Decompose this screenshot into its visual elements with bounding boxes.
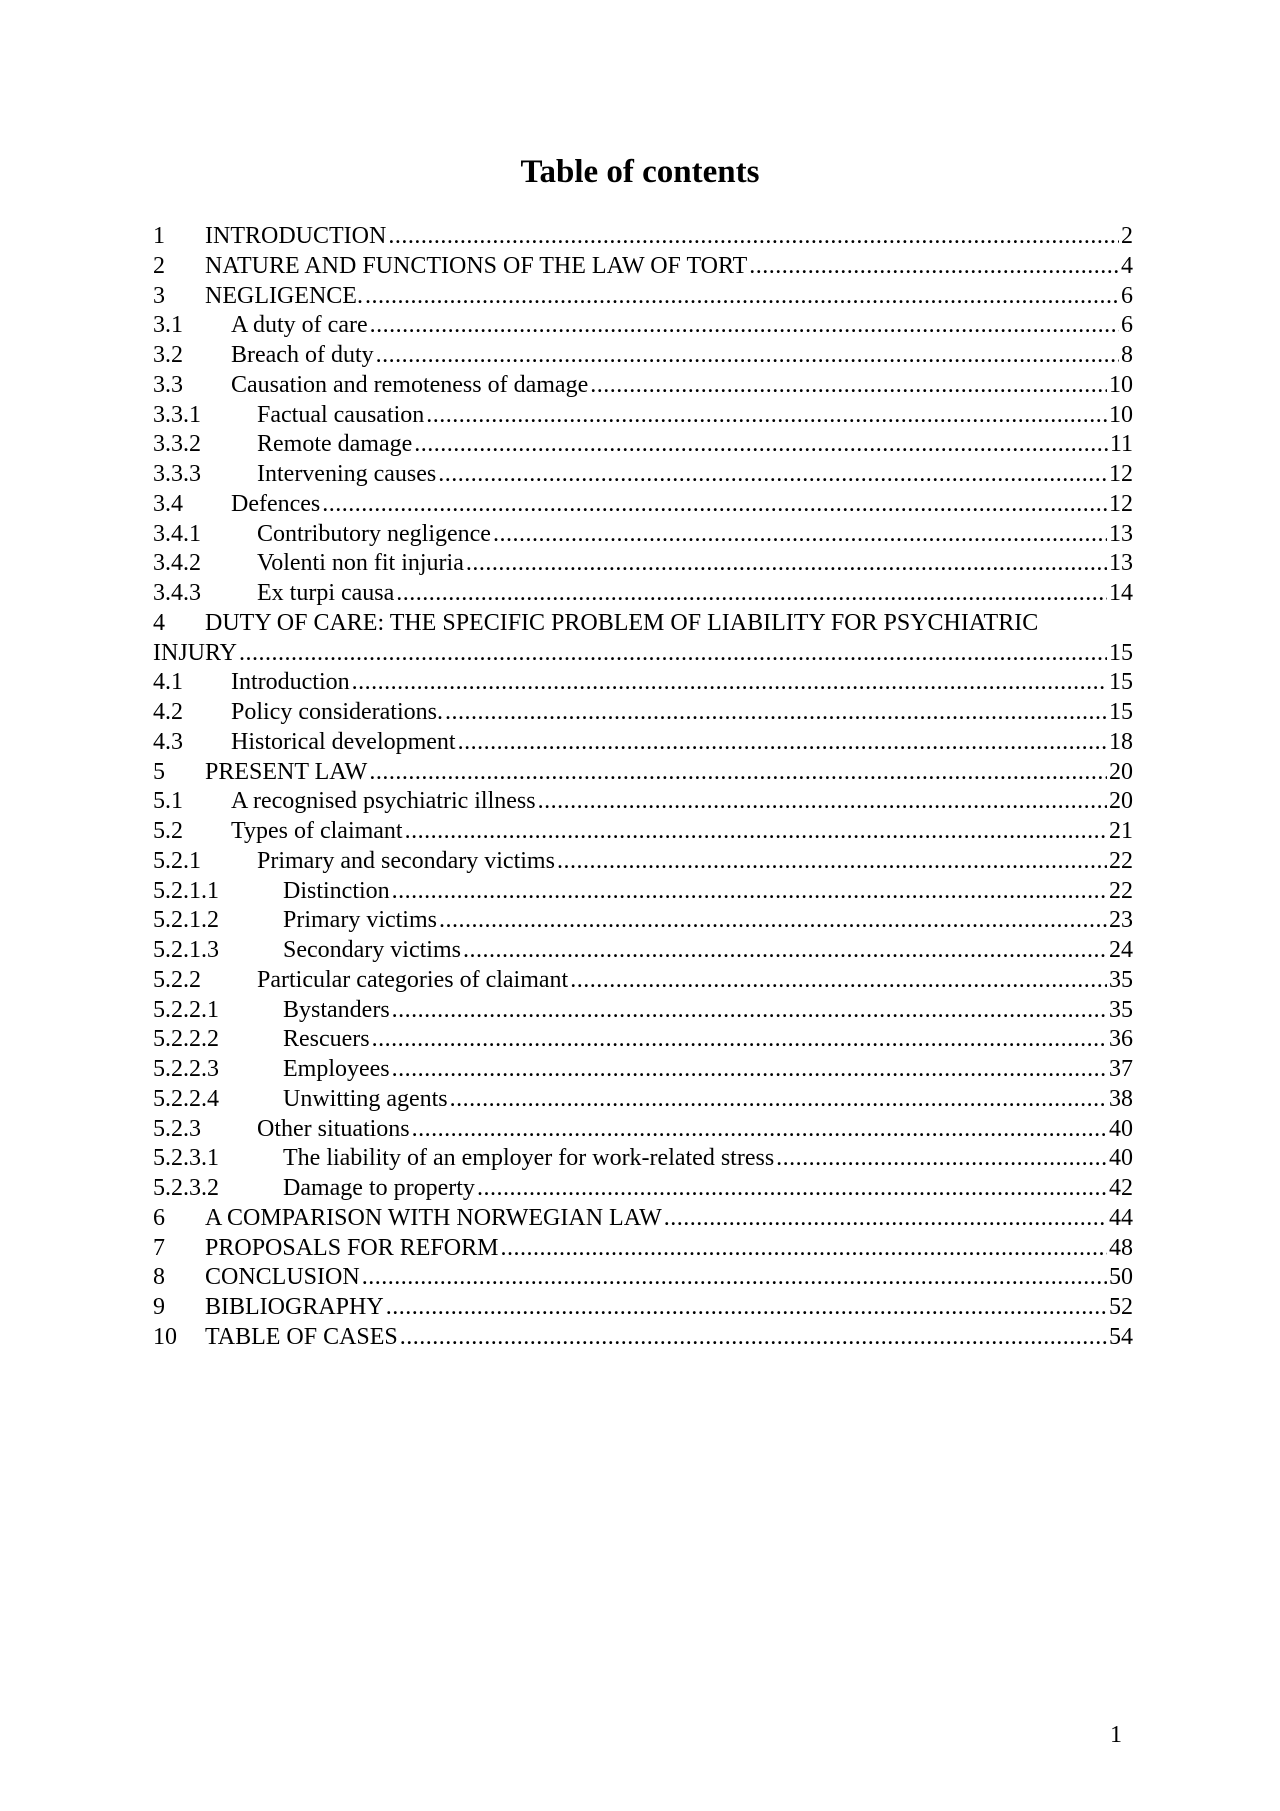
toc-entry-title: Primary and secondary victims [257,847,557,877]
toc-entry-title-continued: INJURY [153,639,239,669]
toc-entry-title: Introduction [231,668,352,698]
toc-entry-number: 8 [153,1264,165,1291]
toc-entry[interactable] [153,877,1133,907]
toc-entry-title: Rescuers [283,1025,372,1055]
toc-entry[interactable] [153,758,1133,788]
toc-entry-page: 24 [1109,937,1133,963]
dot-leader [400,1323,1107,1353]
toc-entry-title: PROPOSALS FOR REFORM [205,1234,500,1264]
toc-entry-title: Distinction [283,877,392,907]
toc-entry-title: Defences [231,490,322,520]
toc-entry[interactable] [153,282,1133,312]
toc-entry-title: Employees [283,1055,392,1085]
dot-leader [414,430,1108,460]
toc-entry-title: Secondary victims [283,936,463,966]
dot-leader [538,787,1107,817]
toc-entry-title: Other situations [257,1115,412,1145]
toc-entry-page: 44 [1109,1204,1133,1231]
dot-leader [412,1115,1107,1145]
toc-entry-page: 12 [1109,490,1133,517]
toc-entry-number: 5.2.1.3 [153,937,219,963]
toc-entry[interactable] [153,787,1133,817]
toc-entry-number: 3.4.3 [153,580,201,606]
toc-entry-number: 10 [153,1323,177,1350]
dot-leader [458,728,1107,758]
toc-entry[interactable] [153,1085,1133,1115]
toc-entry-page: 8 [1121,342,1133,368]
toc-entry-page: 21 [1109,818,1133,844]
toc-entry[interactable] [153,579,1133,609]
toc-entry[interactable] [153,847,1133,877]
toc-entry[interactable] [153,341,1133,371]
dot-leader [438,460,1107,490]
toc-entry[interactable] [153,1234,1133,1264]
toc-entry-page: 10 [1109,401,1133,428]
toc-entry[interactable] [153,996,1133,1026]
toc-entry-title: PRESENT LAW [205,758,369,788]
dot-leader [664,1204,1107,1234]
table-of-contents [153,222,1133,1353]
dot-leader [463,936,1107,966]
toc-entry-title: Bystanders [283,996,392,1026]
dot-leader [365,282,1119,312]
toc-entry-number: 3.1 [153,312,183,339]
toc-entry-page: 37 [1109,1056,1133,1082]
dot-leader [500,1234,1107,1264]
toc-entry-number: 3 [153,282,165,309]
toc-entry[interactable] [153,520,1133,550]
toc-entry[interactable] [153,698,1133,728]
toc-entry[interactable] [153,1055,1133,1085]
toc-entry-number: 5.1 [153,788,183,815]
toc-entry-number: 5.2 [153,818,183,844]
toc-entry-number: 5.2.2.3 [153,1056,219,1082]
toc-entry-page: 36 [1109,1026,1133,1053]
toc-entry-page: 20 [1109,788,1133,815]
toc-entry[interactable] [153,1263,1133,1293]
dot-leader [450,1085,1107,1115]
toc-entry[interactable] [153,728,1133,758]
dot-leader [322,490,1107,520]
toc-entry-number: 3.4.1 [153,520,201,547]
page-number: 1 [1110,1722,1122,1748]
toc-entry-number: 5.2.1.1 [153,877,219,904]
dot-leader [570,966,1107,996]
toc-entry-page: 4 [1121,252,1133,279]
toc-entry-number: 4.3 [153,728,183,755]
toc-entry[interactable] [153,609,1133,669]
dot-leader [776,1144,1107,1174]
page-title: Table of contents [520,154,760,190]
toc-entry-title: Primary victims [283,906,439,936]
toc-entry[interactable] [153,936,1133,966]
dot-leader [362,1263,1107,1293]
toc-entry-number: 5.2.2.1 [153,996,219,1023]
toc-entry[interactable] [153,817,1133,847]
toc-entry[interactable] [153,490,1133,520]
toc-entry[interactable] [153,1293,1133,1323]
dot-leader [493,520,1107,550]
toc-entry-page: 38 [1109,1085,1133,1112]
toc-entry-title: BIBLIOGRAPHY [205,1293,386,1323]
toc-entry-number: 9 [153,1294,165,1320]
toc-entry-title: INTRODUCTION [205,222,388,252]
toc-entry-page: 11 [1109,431,1133,458]
toc-entry[interactable] [153,401,1133,431]
toc-entry[interactable] [153,460,1133,490]
toc-entry[interactable] [153,668,1133,698]
toc-entry-page: 13 [1109,550,1133,577]
toc-entry-page: 50 [1109,1264,1133,1291]
toc-entry-title: Intervening causes [257,460,438,490]
toc-entry[interactable] [153,252,1133,282]
dot-leader [590,371,1107,401]
toc-entry-title: Damage to property [283,1174,477,1204]
toc-entry-page: 6 [1121,312,1133,339]
toc-entry-number: 2 [153,252,165,279]
toc-entry-number: 5.2.1.2 [153,907,219,934]
dot-leader [392,1055,1107,1085]
toc-entry-page: 15 [1109,669,1133,696]
toc-entry-title: Historical development [231,728,458,758]
toc-entry-title: TABLE OF CASES [205,1323,400,1353]
toc-entry-number: 5.2.2 [153,966,201,993]
toc-entry-title: Volenti non fit injuria [257,549,466,579]
toc-entry-page: 6 [1121,282,1133,309]
toc-entry[interactable] [153,311,1133,341]
toc-entry[interactable] [153,1204,1133,1234]
toc-entry-number: 3.3.2 [153,431,201,458]
toc-entry-number: 3.3 [153,371,183,398]
toc-entry-page: 52 [1109,1294,1133,1320]
toc-entry-title: Unwitting agents [283,1085,450,1115]
toc-entry-page: 54 [1109,1323,1133,1350]
dot-leader [392,996,1107,1026]
toc-entry-number: 5.2.1 [153,847,201,874]
toc-entry[interactable] [153,430,1133,460]
dot-leader [392,877,1107,907]
toc-entry-number: 4 [153,609,165,636]
dot-leader [386,1293,1107,1323]
toc-entry-title: A COMPARISON WITH NORWEGIAN LAW [205,1204,664,1234]
toc-entry-number: 3.4.2 [153,550,201,577]
toc-entry-number: 5.2.3 [153,1115,201,1142]
toc-entry[interactable] [153,549,1133,579]
toc-entry-page: 40 [1109,1145,1133,1172]
toc-entry-number: 1 [153,223,165,249]
toc-entry[interactable] [153,1115,1133,1145]
toc-entry-page: 42 [1109,1175,1133,1201]
toc-entry-title: NATURE AND FUNCTIONS OF THE LAW OF TORT [205,252,749,282]
dot-leader [352,668,1107,698]
toc-entry-number: 7 [153,1234,165,1261]
dot-leader [477,1174,1107,1204]
toc-entry-page: 13 [1109,520,1133,547]
toc-entry-title: A duty of care [231,311,370,341]
toc-entry-page: 10 [1109,371,1133,398]
toc-entry-number: 3.3.1 [153,401,201,428]
toc-entry-title: NEGLIGENCE. [205,282,365,312]
toc-entry-number: 3.4 [153,490,183,517]
toc-entry-number: 5 [153,758,165,785]
toc-entry-page: 35 [1109,966,1133,993]
toc-entry-page: 14 [1109,580,1133,606]
toc-entry[interactable] [153,1025,1133,1055]
dot-leader [372,1025,1107,1055]
toc-entry[interactable] [153,1174,1133,1204]
toc-entry-title: Causation and remoteness of damage [231,371,590,401]
toc-entry-number: 5.2.2.4 [153,1085,219,1112]
toc-entry-title: Types of claimant [231,817,405,847]
toc-entry[interactable] [153,1323,1133,1353]
dot-leader [557,847,1107,877]
toc-entry-number: 5.2.3.2 [153,1175,219,1201]
toc-entry-page: 15 [1109,699,1133,725]
toc-entry-title: Contributory negligence [257,520,493,550]
toc-entry-page: 2 [1121,223,1133,249]
toc-entry-number: 6 [153,1204,165,1231]
dot-leader [426,401,1107,431]
toc-entry-page: 20 [1109,758,1133,785]
toc-entry-number: 3.2 [153,342,183,368]
toc-entry-number: 5.2.2.2 [153,1026,219,1053]
dot-leader [239,639,1107,669]
toc-entry-page: 15 [1109,639,1133,666]
toc-entry-title: Particular categories of claimant [257,966,570,996]
toc-entry-title: Ex turpi causa [257,579,396,609]
toc-entry-number: 4.1 [153,669,183,696]
dot-leader [396,579,1107,609]
dot-leader [388,222,1119,252]
toc-entry-page: 22 [1109,877,1133,904]
toc-entry-title: A recognised psychiatric illness [231,787,538,817]
toc-entry[interactable] [153,966,1133,996]
toc-entry[interactable] [153,1144,1133,1174]
toc-entry-title: DUTY OF CARE: THE SPECIFIC PROBLEM OF LIABILITY FOR PSYCHIATRIC [205,609,1039,636]
dot-leader [749,252,1119,282]
dot-leader [405,817,1107,847]
toc-entry-title: Factual causation [257,401,426,431]
toc-entry-page: 48 [1109,1234,1133,1261]
toc-entry[interactable] [153,906,1133,936]
dot-leader [466,549,1107,579]
dot-leader [369,758,1107,788]
toc-entry-title: Remote damage [257,430,414,460]
toc-entry-title: Policy considerations. [231,698,445,728]
toc-entry-page: 22 [1109,847,1133,874]
toc-entry[interactable] [153,222,1133,252]
toc-entry-number: 3.3.3 [153,461,201,487]
dot-leader [439,906,1107,936]
toc-entry-title: The liability of an employer for work-related stress [283,1144,776,1174]
dot-leader [370,311,1119,341]
toc-entry-number: 5.2.3.1 [153,1145,219,1172]
toc-entry-title: Breach of duty [231,341,376,371]
toc-entry-number: 4.2 [153,699,183,725]
toc-entry-page: 12 [1109,461,1133,487]
dot-leader [445,698,1107,728]
toc-entry-title: CONCLUSION [205,1263,362,1293]
toc-entry-page: 35 [1109,996,1133,1023]
toc-entry-page: 23 [1109,907,1133,934]
toc-entry[interactable] [153,371,1133,401]
toc-entry-page: 40 [1109,1115,1133,1142]
dot-leader [376,341,1119,371]
toc-entry-page: 18 [1109,728,1133,755]
